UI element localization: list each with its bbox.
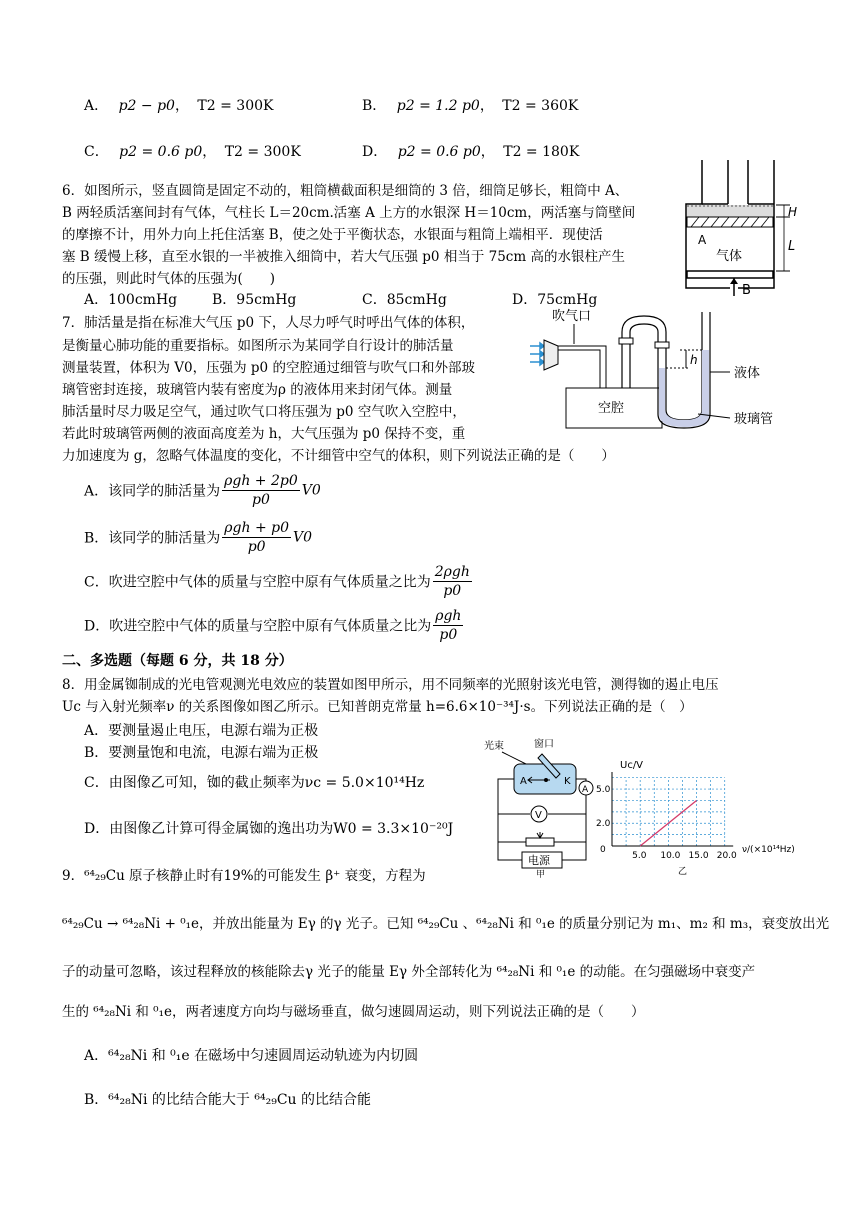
fraction-denominator: p0 [443, 583, 462, 599]
q7-line7: 力加速度为 g，忽略气体温度的变化，不计细管中空气的体积，则下列说法正确的是（ ） [62, 448, 615, 464]
y-tick-label: 2.0 [596, 819, 611, 830]
option-text: B．该同学的肺活量为 [84, 530, 221, 547]
q9-line3: 子的动量可忽略，该过程释放的核能除去γ 光子的能量 Eγ 外全部转化为 ⁶⁴₂₈Ni 和 ⁰₁e 的动能。在匀强磁场中衰变产 [62, 964, 756, 980]
q9-line1: 9．⁶⁴₂₉Cu 原子核静止时有19%的可能发生 β⁺ 衰变，方程为 [62, 868, 426, 884]
glass-tube-label: 玻璃管 [734, 412, 774, 427]
q7-option-a [84, 472, 321, 509]
x-tick-label: 10.0 [660, 851, 681, 861]
fraction-denominator: p0 [247, 539, 266, 555]
q7-option-b [84, 519, 312, 556]
x-tick-label: 15.0 [688, 851, 709, 861]
y-tick-label: 5.0 [596, 785, 611, 796]
l-dimension-label: L [788, 239, 796, 254]
option-fraction [222, 519, 291, 556]
fraction-denominator: p0 [439, 627, 458, 643]
q8-circuit-figure [480, 736, 604, 878]
q6-option-b: B．95cmHg [212, 292, 297, 308]
window-label: 窗口 [534, 739, 554, 750]
h-dimension-label: H [788, 205, 798, 219]
light-beam-label: 光束 [484, 741, 504, 752]
anode-label: A [520, 776, 527, 787]
q6-line4: 塞 B 缓慢上移，直至水银的一半被推入细筒中，若大气压强 p0 相当于 75cm 高的水银柱产生 [62, 249, 625, 265]
option-tail: V0 [301, 482, 321, 499]
x-tick-label: 5.0 [632, 851, 647, 861]
fraction-numerator: 2ρgh [434, 564, 470, 580]
q9-line4: 生的 ⁶⁴₂₈Ni 和 ⁰₁e，两者速度方向均与磁场垂直，做匀速圆周运动，则下列说法正确的是（ ） [62, 1004, 645, 1020]
q7-line5: 肺活量时尽力吸足空气，通过吹气口将压强为 p0 空气吹入空腔中， [62, 404, 466, 420]
q6-option-a: A．100cmHg [84, 292, 178, 308]
q6-line3: 的摩擦不计，用外力向上托住活塞 B，使之处于平衡状态，水银面与粗筒上端相平．现使活 [62, 227, 603, 243]
x-tick-label: 20.0 [716, 851, 737, 861]
q8-line1: 8．用金属铷制成的光电管观测光电效应的装置如图甲所示，用不同频率的光照射该光电管，测得铷的遏止电压 [62, 677, 719, 693]
option-value: p2 = 0.6 p0 [397, 144, 481, 160]
option-value: T2 = 300K [197, 98, 274, 114]
q7-line3: 测量装置，体积为 V0，压强为 p0 的空腔通过细管与吹气口和外部玻 [62, 360, 475, 376]
fraction-numerator: ρgh + 2p0 [224, 473, 298, 489]
option-fraction [433, 563, 472, 600]
figure-caption: 甲 [536, 870, 546, 878]
q8-option-a: A．要测量遏止电压，电源右端为正极 [84, 723, 319, 739]
origin-label: 0 [600, 845, 606, 855]
q8-option-b: B．要测量饱和电流，电源右端为正极 [84, 745, 319, 761]
q9-line2: ⁶⁴₂₉Cu → ⁶⁴₂₈Ni + ⁰₁e，并放出能量为 Eγ 的γ 光子。已知 ⁶⁴₂₉Cu 、⁶⁴₂₈Ni 和 ⁰₁e 的质量分别记为 m₁、m₂ 和 m₃，衰变放出光 [62, 916, 830, 932]
fraction-numerator: ρgh + p0 [224, 520, 290, 536]
option-letter: A． [84, 98, 109, 114]
ammeter-label: A [582, 785, 589, 795]
q6-option-c: C．85cmHg [362, 292, 447, 308]
q9-option-b: B．⁶⁴₂₈Ni 的比结合能大于 ⁶⁴₂₉Cu 的比结合能 [84, 1092, 371, 1108]
option-letter: C． [84, 144, 109, 160]
q6-option-d: D．75cmHg [512, 292, 598, 308]
liquid-label: 液体 [734, 366, 761, 381]
option-value: T2 = 360K [502, 98, 579, 114]
q6-line1: 6．如图所示，竖直圆筒是固定不动的，粗筒横截面积是细筒的 3 倍，细筒足够长，粗筒中 A、 [62, 183, 629, 199]
q8-stopping-voltage-chart [596, 756, 808, 880]
mouthpiece-label: 吹气口 [552, 309, 592, 324]
option-value: T2 = 300K [224, 144, 301, 160]
option-fraction [433, 607, 463, 644]
q7-line1: 7．肺活量是指在标准大气压 p0 下，人尽力呼气时呼出气体的体积， [62, 315, 475, 331]
option-letter: D． [362, 144, 388, 160]
fraction-denominator: p0 [252, 492, 270, 508]
option-tail: V0 [293, 529, 313, 546]
option-letter: B． [362, 98, 387, 114]
cathode-label: K [564, 776, 571, 787]
piston-b-label: B [742, 283, 751, 298]
height-diff-label: h [690, 353, 698, 367]
q6-line2: B 两轻质活塞间封有气体，气柱长 L＝20cm.活塞 A 上方的水银深 H＝10cm，两活塞与筒壁间 [62, 205, 636, 221]
q7-line6: 若此时玻璃管两侧的液面高度差为 h，大气压强为 p0 保持不变，重 [62, 426, 466, 442]
q7-apparatus-figure [530, 302, 800, 434]
option-value: p2 = 0.6 p0 [119, 144, 203, 160]
q8-option-d: D．由图像乙计算可得金属铷的逸出功为W0 = 3.3×10⁻²⁰J [84, 821, 454, 837]
q8-option-c: C．由图像乙可知，铷的截止频率为νc = 5.0×10¹⁴Hz [84, 775, 425, 791]
figure-caption: 乙 [678, 867, 688, 877]
cavity-label: 空腔 [598, 401, 625, 416]
q5-option-c: C． p2 = 0.6 p0， T2 = 300K [84, 144, 301, 160]
option-value: p2 = 1.2 p0 [396, 98, 480, 114]
q6-cylinder-figure [676, 158, 804, 298]
q9-option-a: A．⁶⁴₂₈Ni 和 ⁰₁e 在磁场中匀速圆周运动轨迹为内切圆 [84, 1048, 419, 1064]
fraction-numerator: ρgh [435, 608, 462, 624]
q6-line5: 的压强，则此时气体的压强为( ) [62, 271, 276, 287]
power-source-label: 电源 [528, 854, 550, 867]
q7-option-c [84, 563, 474, 600]
x-axis-label: ν/(×10¹⁴Hz) [742, 845, 795, 855]
piston-a-label: A [698, 233, 707, 247]
option-fraction [222, 472, 300, 509]
option-value: p2 − p0 [118, 98, 175, 114]
q5-option-d: D． p2 = 0.6 p0， T2 = 180K [362, 144, 580, 160]
option-text: D．吹进空腔中气体的质量与空腔中原有气体质量之比为 [84, 618, 432, 635]
q5-option-b: B． p2 = 1.2 p0， T2 = 360K [362, 98, 579, 114]
option-text: A．该同学的肺活量为 [84, 483, 221, 500]
gas-label: 气体 [716, 249, 743, 264]
q7-option-d [84, 607, 465, 644]
voltmeter-label: V [535, 810, 542, 821]
q5-option-a: A． p2 − p0， T2 = 300K [84, 98, 274, 114]
option-text: C．吹进空腔中气体的质量与空腔中原有气体质量之比为 [84, 574, 431, 591]
q8-line2: Uc 与入射光频率ν 的关系图像如图乙所示。已知普朗克常量 h=6.6×10⁻³⁴J·s。下列说法正确的是（ ） [62, 699, 693, 715]
q7-line2: 是衡量心肺功能的重要指标。如图所示为某同学自行设计的肺活量 [62, 338, 454, 354]
y-axis-label: Uc/V [620, 760, 644, 771]
q7-line4: 璃管密封连接，玻璃管内装有密度为ρ 的液体用来封闭气体。测量 [62, 382, 453, 398]
section-heading: 二、多选题（每题 6 分，共 18 分） [62, 653, 293, 669]
option-value: T2 = 180K [503, 144, 580, 160]
